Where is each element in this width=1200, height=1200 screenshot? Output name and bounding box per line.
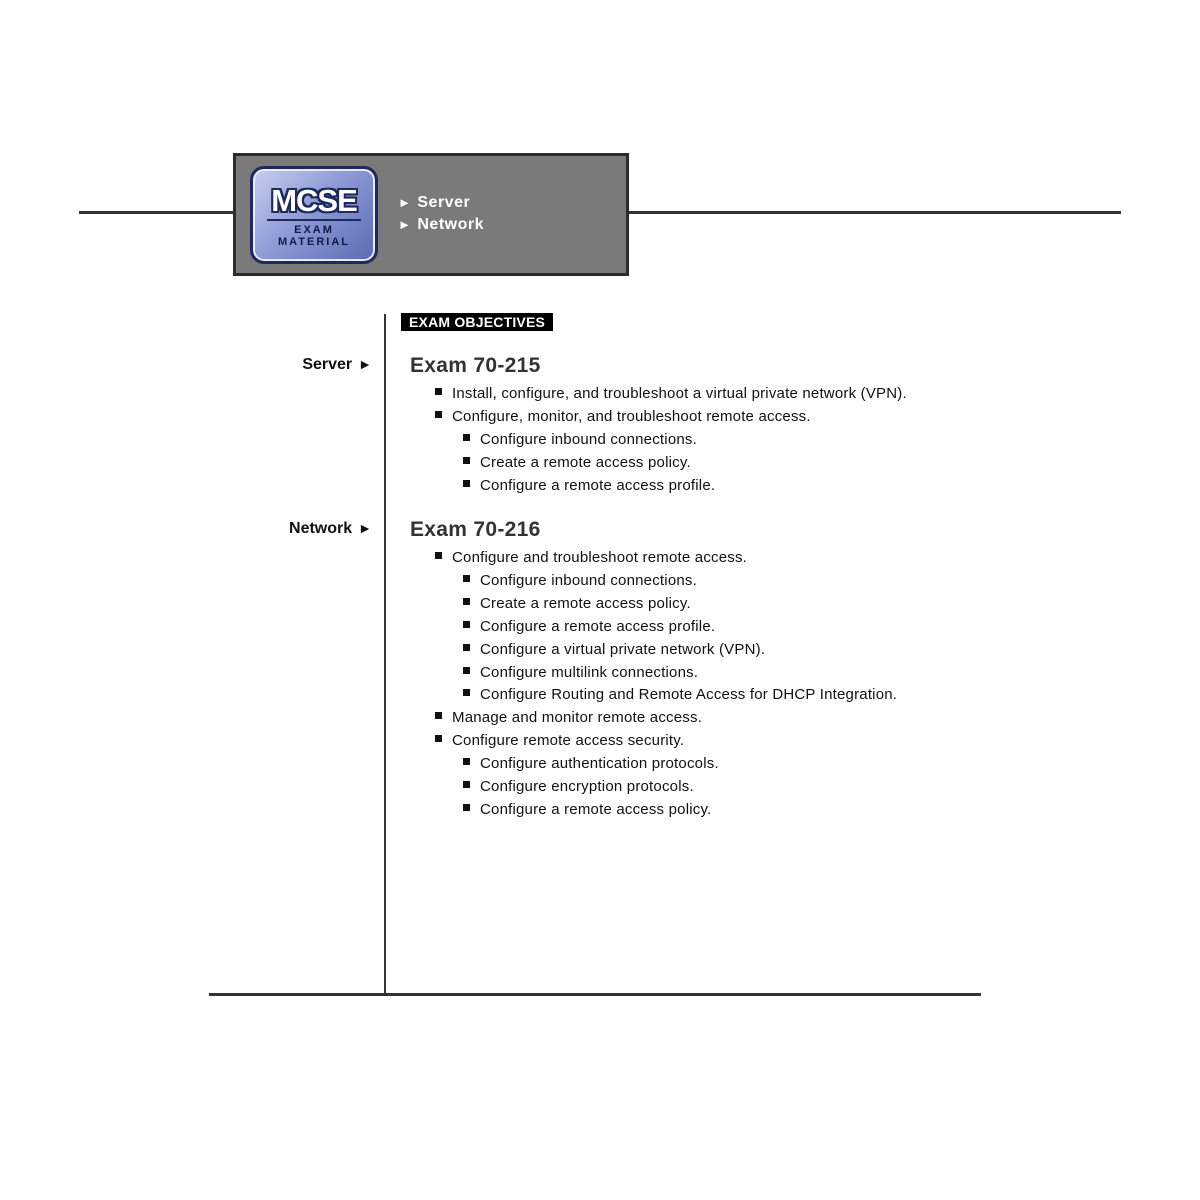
square-bullet-icon <box>435 712 442 719</box>
content-bottom-rule <box>209 993 981 996</box>
square-bullet-icon <box>435 735 442 742</box>
objective-item <box>463 595 691 612</box>
triangle-right-icon: ► <box>358 520 372 536</box>
objective-text: Configure a remote access profile. <box>480 617 716 635</box>
square-bullet-icon <box>463 667 470 674</box>
objective-item <box>435 385 907 402</box>
square-bullet-icon <box>463 804 470 811</box>
objective-text: Configure authentication protocols. <box>480 755 719 773</box>
objective-item <box>435 709 702 726</box>
objective-item <box>435 549 747 566</box>
side-label-text: Server <box>302 356 353 373</box>
objective-text: Install, configure, and troubleshoot a virtual private network (VPN). <box>452 385 907 402</box>
objective-text: Create a remote access policy. <box>480 594 691 612</box>
triangle-right-icon: ► <box>398 195 412 210</box>
objective-item <box>463 664 698 681</box>
square-bullet-icon <box>435 552 442 559</box>
objective-item <box>463 686 897 703</box>
square-bullet-icon <box>463 781 470 788</box>
square-bullet-icon <box>463 621 470 628</box>
objective-item <box>463 618 715 635</box>
square-bullet-icon <box>463 434 470 441</box>
objective-text: Manage and monitor remote access. <box>452 709 703 727</box>
objective-item <box>463 755 719 772</box>
banner-item-label: Server <box>417 194 471 211</box>
badge-title: MCSE <box>271 183 357 218</box>
banner-item-label: Network <box>417 216 484 233</box>
badge-divider <box>267 219 361 221</box>
objective-item <box>463 477 715 494</box>
triangle-right-icon: ► <box>398 217 412 232</box>
content-vertical-rule <box>384 314 386 994</box>
badge-subtitle-exam: EXAM <box>294 224 334 236</box>
square-bullet-icon <box>463 644 470 651</box>
square-bullet-icon <box>463 689 470 696</box>
square-bullet-icon <box>463 457 470 464</box>
triangle-right-icon: ► <box>358 356 372 372</box>
square-bullet-icon <box>463 575 470 582</box>
objective-text: Configure and troubleshoot remote access. <box>452 549 748 566</box>
square-bullet-icon <box>463 598 470 605</box>
mcse-logo-badge <box>250 166 378 264</box>
exam-banner <box>233 153 629 276</box>
square-bullet-icon <box>435 411 442 418</box>
side-label-text: Network <box>289 520 353 537</box>
objective-item <box>463 778 694 795</box>
banner-item-network <box>398 216 484 234</box>
objective-text: Configure a remote access profile. <box>480 476 716 494</box>
exam-title: Exam 70-216 <box>410 518 541 541</box>
square-bullet-icon <box>463 480 470 487</box>
objective-text: Configure inbound connections. <box>480 571 697 589</box>
badge-subtitle-material: MATERIAL <box>277 236 350 248</box>
side-label-network <box>289 520 372 538</box>
objective-text: Create a remote access policy. <box>480 453 691 471</box>
exam-title: Exam 70-215 <box>410 354 541 377</box>
square-bullet-icon <box>463 758 470 765</box>
objective-item <box>463 572 697 589</box>
objective-text: Configure Routing and Remote Access for DHCP Integration. <box>480 686 898 704</box>
objective-text: Configure multilink connections. <box>480 663 699 681</box>
objective-item <box>463 454 691 471</box>
objective-item <box>463 801 711 818</box>
side-label-server <box>302 356 372 374</box>
banner-item-server <box>398 194 470 212</box>
objective-item <box>463 431 697 448</box>
objective-text: Configure a virtual private network (VPN). <box>480 640 766 658</box>
square-bullet-icon <box>435 388 442 395</box>
objective-text: Configure inbound connections. <box>480 430 697 448</box>
objective-text: Configure remote access security. <box>452 732 685 750</box>
objective-text: Configure, monitor, and troubleshoot remote access. <box>452 407 811 425</box>
objective-item <box>435 408 811 425</box>
banner-rule-right <box>626 211 1121 214</box>
objective-text: Configure a remote access policy. <box>480 800 712 818</box>
objective-item <box>435 732 684 749</box>
objective-text: Configure encryption protocols. <box>480 778 694 795</box>
exam-objectives-heading: EXAM OBJECTIVES <box>401 313 553 331</box>
objective-item <box>463 641 765 658</box>
banner-rule-left <box>79 211 235 214</box>
